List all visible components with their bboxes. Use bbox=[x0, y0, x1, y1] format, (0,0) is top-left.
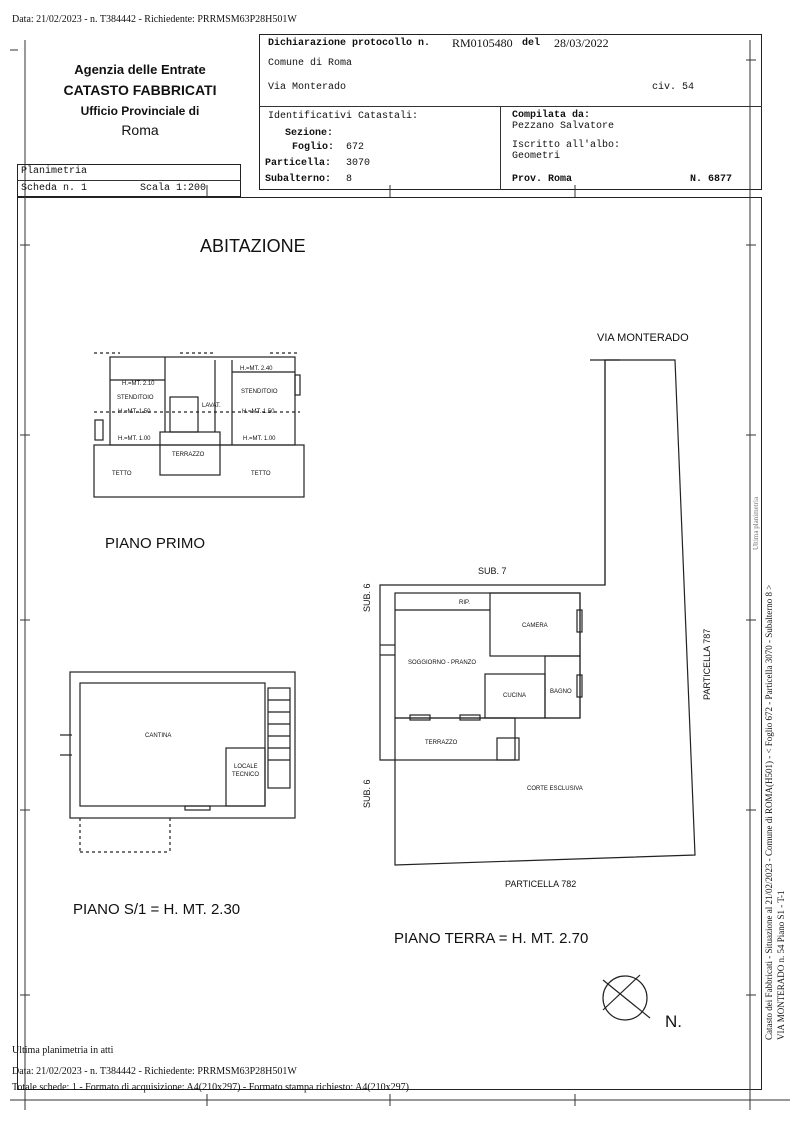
scala: Scala 1:200 bbox=[140, 183, 207, 194]
ultima-planimetria: Ultima planimetria in atti bbox=[12, 1045, 114, 1056]
particella-value: 3070 bbox=[346, 158, 371, 169]
cucina-label: CUCINA bbox=[503, 693, 527, 699]
planimetria-label: Planimetria bbox=[21, 166, 88, 177]
decl-label: Dichiarazione protocollo n. bbox=[268, 38, 431, 49]
sub6-bottom-label: SUB. 6 bbox=[362, 779, 372, 808]
request-info: Data: 21/02/2023 - n. T384442 - Richiedente: PRRMSM63P28H501W bbox=[12, 14, 297, 25]
identificativi-label: Identificativi Catastali: bbox=[268, 111, 419, 122]
camera-label: CAMERA bbox=[522, 623, 548, 629]
ff-lavat: LAVAT. bbox=[202, 403, 221, 409]
ff-tetto-right: TETTO bbox=[251, 471, 271, 477]
provincia: Prov. Roma bbox=[512, 174, 573, 185]
catasto-title: CATASTO FABBRICATI bbox=[63, 82, 217, 98]
ufficio-label: Ufficio Provinciale di bbox=[80, 104, 200, 118]
particella787-label: PARTICELLA 787 bbox=[702, 628, 712, 700]
soggiorno-label: SOGGIORNO - PRANZO bbox=[408, 660, 477, 666]
foglio-label: Foglio: bbox=[292, 142, 335, 153]
footer-request: Data: 21/02/2023 - n. T384442 - Richiedente: PRRMSM63P28H501W bbox=[12, 1066, 297, 1077]
ff-h210: H.=MT. 2.10 bbox=[122, 381, 155, 387]
sub7-label: SUB. 7 bbox=[478, 566, 507, 576]
terrazzo-label: TERRAZZO bbox=[425, 740, 458, 746]
sub6-top-label: SUB. 6 bbox=[362, 583, 372, 612]
ufficio-city: Roma bbox=[121, 122, 159, 138]
ff-stenditoio-left: STENDITOIO bbox=[117, 395, 154, 401]
tecnico-label: TECNICO bbox=[232, 772, 259, 778]
particella782-label: PARTICELLA 782 bbox=[505, 879, 577, 889]
scheda-number: Scheda n. 1 bbox=[21, 183, 88, 194]
particella-label: Particella: bbox=[265, 158, 332, 169]
ff-terrazzo: TERRAZZO bbox=[172, 452, 205, 458]
iscritto-label: Iscritto all'albo: bbox=[512, 140, 621, 151]
footer-format: Totale schede: 1 - Formato di acquisizione: A4(210x297) - Formato stampa richiesto: A4(210x297) bbox=[12, 1082, 409, 1093]
address: Via Monterado bbox=[268, 82, 347, 93]
ff-h240: H.=MT. 2.40 bbox=[240, 366, 273, 372]
compilatore: Pezzano Salvatore bbox=[512, 121, 615, 132]
ff-stenditoio-right: STENDITOIO bbox=[241, 389, 278, 395]
bagno-label: BAGNO bbox=[550, 689, 572, 695]
piano-s1-label: PIANO S/1 = H. MT. 2.30 bbox=[73, 901, 241, 918]
subalterno-value: 8 bbox=[346, 174, 353, 185]
albo: Geometri bbox=[512, 151, 561, 162]
side-info-line1: Catasto dei Fabbricati - Situazione al 21/02/2023 - Comune di ROMA(H501) - < Foglio 672 - Particella 3070 - Subalterno 8 > bbox=[764, 584, 774, 1040]
plan-title: ABITAZIONE bbox=[200, 236, 306, 256]
via-monterado-label: VIA MONTERADO bbox=[597, 332, 689, 344]
decl-number: RM0105480 bbox=[452, 36, 513, 50]
decl-date: 28/03/2022 bbox=[554, 36, 609, 50]
sezione-label: Sezione: bbox=[285, 128, 334, 139]
agency-name: Agenzia delle Entrate bbox=[74, 62, 206, 77]
ff-h150-right: H.=MT. 1.50 bbox=[242, 409, 275, 415]
compilata-label: Compilata da: bbox=[512, 110, 591, 121]
decl-del: del bbox=[522, 38, 541, 49]
cantina-label: CANTINA bbox=[145, 733, 172, 739]
rip-label: RIP. bbox=[459, 600, 470, 606]
ff-h100-right: H.=MT. 1.00 bbox=[243, 436, 276, 442]
locale-label: LOCALE bbox=[234, 764, 258, 770]
subalterno-label: Subalterno: bbox=[265, 174, 332, 185]
piano-primo-label: PIANO PRIMO bbox=[105, 535, 206, 552]
corte-label: CORTE ESCLUSIVA bbox=[527, 786, 583, 792]
north-label: N. bbox=[665, 1012, 682, 1031]
side-stamp: Ultima planimetria bbox=[752, 496, 760, 550]
foglio-value: 672 bbox=[346, 142, 365, 153]
side-info-line2: VIA MONTERADO n. 54 Piano S1 - T-1 bbox=[776, 890, 786, 1040]
ff-h100-left: H.=MT. 1.00 bbox=[118, 436, 151, 442]
comune: Comune di Roma bbox=[268, 58, 353, 69]
ff-tetto-left: TETTO bbox=[112, 471, 132, 477]
civic-number: civ. 54 bbox=[652, 82, 695, 93]
ff-h150-left: H.=MT. 1.50 bbox=[118, 409, 151, 415]
piano-terra-label: PIANO TERRA = H. MT. 2.70 bbox=[394, 930, 589, 947]
albo-number: N. 6877 bbox=[690, 174, 733, 185]
